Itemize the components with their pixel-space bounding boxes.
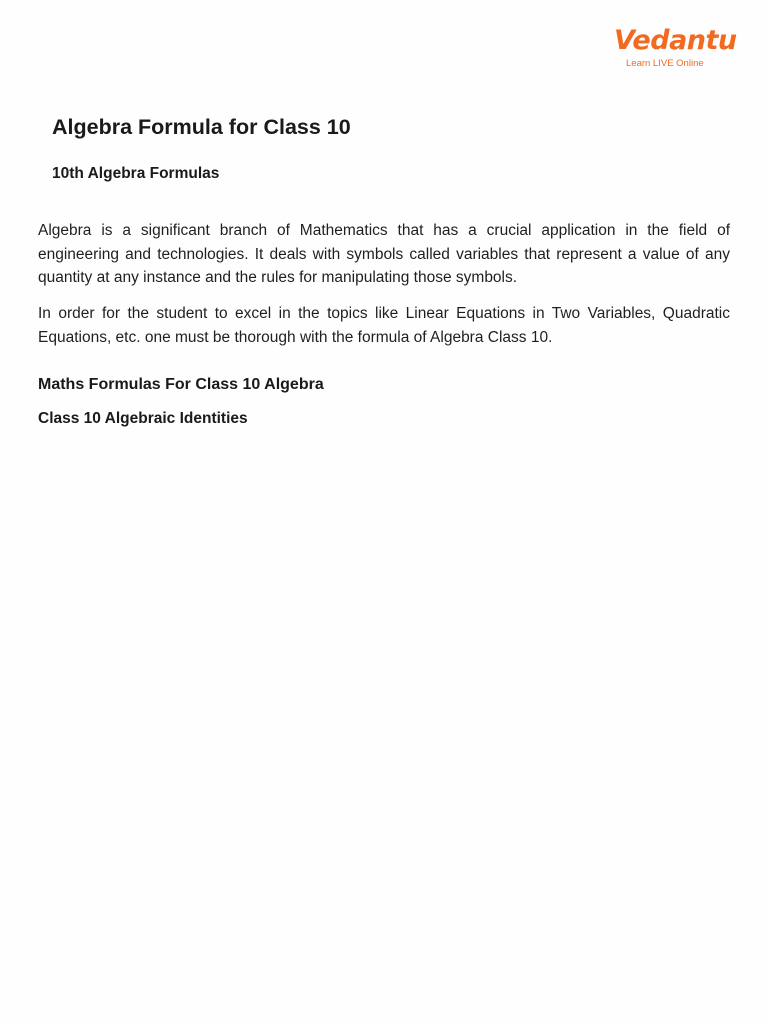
logo-wordmark: Vedantu bbox=[614, 25, 737, 56]
intro-paragraph: Algebra is a significant branch of Mathematics that has a crucial application in the field of engineering and technologies. It deals with symbols called variables that represent a value of any quantity at any instance and the rules for manipulating those symbols. bbox=[38, 222, 730, 286]
second-paragraph: In order for the student to excel in the topics like Linear Equations in Two Variables, Quadratic Equations, etc. one must be thorough with the formula of Algebra Class 10. bbox=[38, 305, 730, 346]
page-title: Algebra Formula for Class 10 bbox=[52, 115, 351, 139]
section-heading: Maths Formulas For Class 10 Algebra bbox=[38, 376, 324, 393]
sub-heading: Class 10 Algebraic Identities bbox=[38, 410, 248, 427]
vedantu-logo bbox=[612, 24, 737, 72]
logo-tagline: Learn LIVE Online bbox=[626, 58, 704, 69]
page-subtitle: 10th Algebra Formulas bbox=[52, 165, 220, 182]
